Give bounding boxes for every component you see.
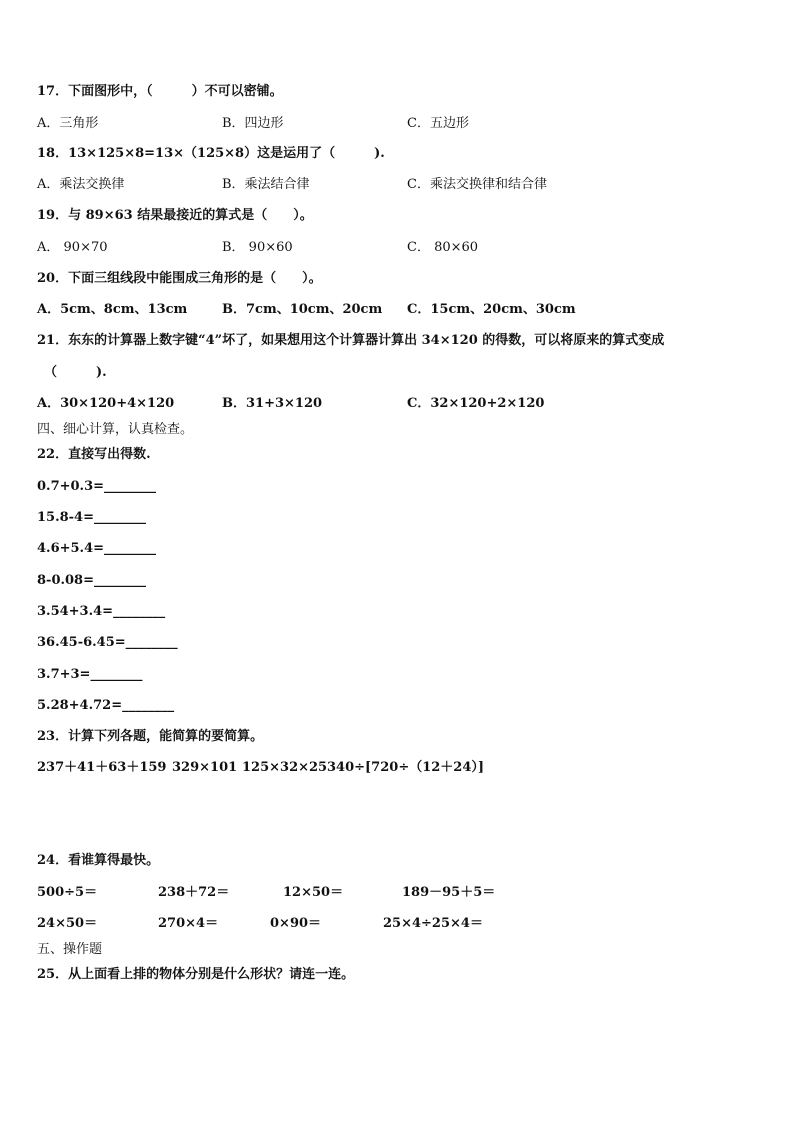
q21-option-b: B．31+3×120 (222, 396, 323, 411)
q24-item: 238＋72＝ (158, 885, 230, 900)
q22-item: 15.8-4=________ (37, 510, 146, 525)
q24-stem: 24．看谁算得最快。 (37, 853, 160, 868)
q20-option-b: B．7cm、10cm、20cm (222, 302, 383, 317)
q22-item: 3.7+3=________ (37, 667, 143, 682)
q23-item: 125×32×25 (242, 760, 328, 775)
q23-stem: 23．计算下列各题，能简算的要简算。 (37, 729, 264, 744)
q19-option-c: C． 80×60 (407, 240, 479, 255)
q22-item: 0.7+0.3=________ (37, 479, 157, 494)
section-4-heading: 四、细心计算，认真检查。 (37, 422, 194, 437)
q21-stem-blank: （ ). (44, 365, 107, 380)
section-5-heading: 五、操作题 (37, 942, 103, 957)
q19-option-a: A． 90×70 (37, 240, 108, 255)
q24-item: 24×50＝ (37, 916, 98, 931)
q18-option-b: B．乘法结合律 (222, 177, 310, 192)
q20-stem: 20．下面三组线段中能围成三角形的是（ ）。 (37, 271, 322, 286)
q24-item: 189－95＋5＝ (402, 885, 496, 900)
q25-stem: 25．从上面看上排的物体分别是什么形状？请连一连。 (37, 967, 355, 982)
q18-option-a: A．乘法交换律 (37, 177, 125, 192)
q22-item: 36.45-6.45=________ (37, 635, 178, 650)
q17-option-c: C．五边形 (407, 116, 469, 131)
q20-option-a: A．5cm、8cm、13cm (37, 302, 188, 317)
q17-option-a: A．三角形 (37, 116, 99, 131)
q19-stem: 19．与 89×63 结果最接近的算式是（ ）。 (37, 208, 313, 223)
q17-option-b: B．四边形 (222, 116, 284, 131)
q20-option-c: C．15cm、20cm、30cm (407, 302, 576, 317)
q24-item: 25×4÷25×4＝ (383, 916, 483, 931)
q23-item: 329×101 (172, 760, 238, 775)
q22-item: 8-0.08=________ (37, 573, 146, 588)
q18-option-c: C．乘法交换律和结合律 (407, 177, 547, 192)
q19-option-b: B． 90×60 (222, 240, 293, 255)
q24-item: 270×4＝ (158, 916, 219, 931)
q21-option-a: A．30×120+4×120 (37, 396, 175, 411)
q17-stem: 17．下面图形中，（ ）不可以密铺。 (37, 84, 283, 99)
q21-stem: 21．东东的计算器上数字键“4”坏了，如果想用这个计算器计算出 34×120 的得数，可以将原来的算式变成 (37, 333, 665, 348)
q18-stem: 18．13×125×8=13×（125×8）这是运用了（ ). (37, 146, 385, 161)
q24-item: 0×90＝ (270, 916, 322, 931)
q22-item: 5.28+4.72=________ (37, 698, 175, 713)
q22-item: 3.54+3.4=________ (37, 604, 166, 619)
q23-item: 237＋41＋63＋159 (37, 760, 167, 775)
q21-option-c: C．32×120+2×120 (407, 396, 545, 411)
q22-stem: 22．直接写出得数. (37, 447, 151, 462)
q24-item: 12×50＝ (283, 885, 344, 900)
q22-item: 4.6+5.4=________ (37, 541, 157, 556)
q24-item: 500÷5＝ (37, 885, 98, 900)
q23-item: 340÷[720÷（12＋24）] (327, 760, 485, 775)
